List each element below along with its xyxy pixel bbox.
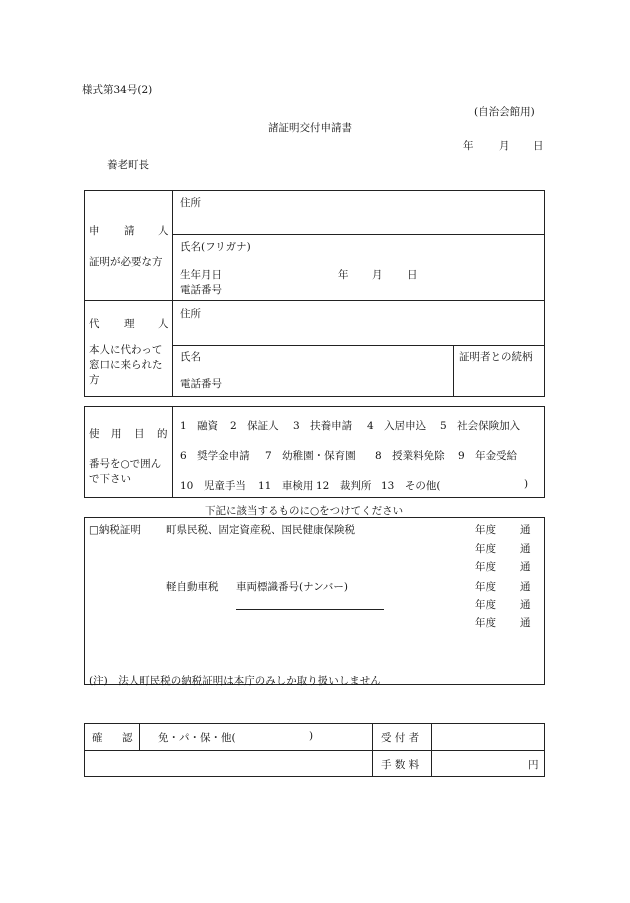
- applicant-phone-label: 電話番号: [180, 284, 222, 296]
- purpose-label-1: 使: [89, 428, 100, 440]
- purpose-label-3: 目: [134, 428, 145, 440]
- applicant-birth-label: 生年月日: [180, 269, 222, 281]
- purpose-other-close: ): [524, 478, 529, 490]
- purpose-option[interactable]: 1 融資: [180, 420, 219, 432]
- count-label: 通: [520, 581, 531, 593]
- applicant-address-label: 住所: [180, 197, 201, 209]
- tax-instruction: 下記に該当するものに○をつけてください: [205, 505, 404, 517]
- applicant-name-label: 氏名(フリガナ): [180, 241, 251, 253]
- purpose-option[interactable]: 3 扶養申請: [293, 420, 353, 432]
- birth-day-label: 日: [407, 269, 418, 281]
- yen-label: 円: [528, 759, 539, 771]
- form-number: 様式第34号(2): [82, 84, 153, 96]
- purpose-option[interactable]: 4 入居申込: [367, 420, 427, 432]
- purpose-option[interactable]: 2 保証人: [230, 420, 279, 432]
- id-options: 免・パ・保・他(: [158, 732, 236, 744]
- year-label: 年度: [475, 581, 496, 593]
- purpose-label-2: 用: [111, 428, 122, 440]
- fee-label: 手 数 料: [381, 759, 420, 771]
- table-divider: [172, 234, 545, 235]
- year-label: 年度: [475, 617, 496, 629]
- table-divider: [431, 723, 432, 777]
- agent-label-1: 代: [89, 318, 100, 330]
- applicant-sub-label: 証明が必要な方: [89, 256, 163, 268]
- agent-address-label: 住所: [180, 308, 201, 320]
- table-divider: [84, 750, 545, 751]
- year-label: 年度: [475, 543, 496, 555]
- table-divider: [172, 345, 545, 346]
- date-year-label: 年: [463, 140, 474, 152]
- tax-types: 町県民税、固定資産税、国民健康保険税: [166, 524, 355, 536]
- agent-relation-label: 証明者との続柄: [459, 351, 533, 363]
- plate-number-underline: [236, 609, 384, 610]
- agent-sub-label-3: 方: [89, 374, 100, 386]
- vehicle-tax-label: 軽自動車税: [166, 581, 219, 593]
- count-label: 通: [520, 561, 531, 573]
- birth-year-label: 年: [338, 269, 349, 281]
- table-divider: [372, 723, 373, 777]
- id-options-close: ): [309, 730, 314, 742]
- tax-certificate-checkbox[interactable]: □納税証明: [89, 524, 141, 536]
- form-title: 諸証明交付申請書: [268, 122, 352, 134]
- year-label: 年度: [475, 561, 496, 573]
- date-day-label: 日: [533, 140, 544, 152]
- purpose-instruction-2: で下さい: [89, 473, 131, 485]
- table-divider: [139, 723, 140, 750]
- purpose-option[interactable]: 5 社会保険加入: [440, 420, 521, 432]
- applicant-label-2: 請: [124, 225, 135, 237]
- applicant-label-3: 人: [158, 225, 169, 237]
- purpose-option[interactable]: 13 その他(: [381, 480, 441, 492]
- purpose-option[interactable]: 9 年金受給: [458, 450, 518, 462]
- purpose-label-4: 的: [157, 428, 168, 440]
- confirm-label-2: 認: [122, 732, 133, 744]
- purpose-option[interactable]: 8 授業料免除: [375, 450, 445, 462]
- purpose-option[interactable]: 12 裁判所: [316, 480, 372, 492]
- count-label: 通: [520, 524, 531, 536]
- count-label: 通: [520, 543, 531, 555]
- count-label: 通: [520, 599, 531, 611]
- table-divider: [84, 300, 545, 301]
- tax-note: (注) 法人町民税の納税証明は本庁のみしか取り扱いしません: [89, 675, 381, 687]
- purpose-option[interactable]: 6 奨学金申請: [180, 450, 250, 462]
- agent-phone-label: 電話番号: [180, 378, 222, 390]
- applicant-label-1: 申: [89, 225, 100, 237]
- purpose-option[interactable]: 7 幼稚園・保育園: [265, 450, 356, 462]
- agent-label-2: 理: [124, 318, 135, 330]
- agent-sub-label-2: 窓口に来られた: [89, 359, 163, 371]
- count-label: 通: [520, 617, 531, 629]
- usage-note: (自治会館用): [474, 106, 535, 118]
- purpose-instruction-1: 番号を○で囲ん: [89, 458, 162, 470]
- purpose-option[interactable]: 10 児童手当: [180, 480, 246, 492]
- receiver-label: 受 付 者: [381, 732, 420, 744]
- date-month-label: 月: [499, 140, 510, 152]
- table-divider: [172, 406, 173, 498]
- agent-name-label: 氏名: [180, 351, 201, 363]
- purpose-option[interactable]: 11 車検用: [258, 480, 314, 492]
- agent-sub-label-1: 本人に代わって: [89, 344, 163, 356]
- year-label: 年度: [475, 524, 496, 536]
- plate-number-label: 車両標識番号(ナンバー): [236, 581, 348, 593]
- year-label: 年度: [475, 599, 496, 611]
- confirm-label-1: 確: [92, 732, 103, 744]
- addressee: 養老町長: [107, 159, 149, 171]
- agent-label-3: 人: [158, 318, 169, 330]
- table-divider: [453, 345, 454, 397]
- birth-month-label: 月: [372, 269, 383, 281]
- table-divider: [172, 190, 173, 397]
